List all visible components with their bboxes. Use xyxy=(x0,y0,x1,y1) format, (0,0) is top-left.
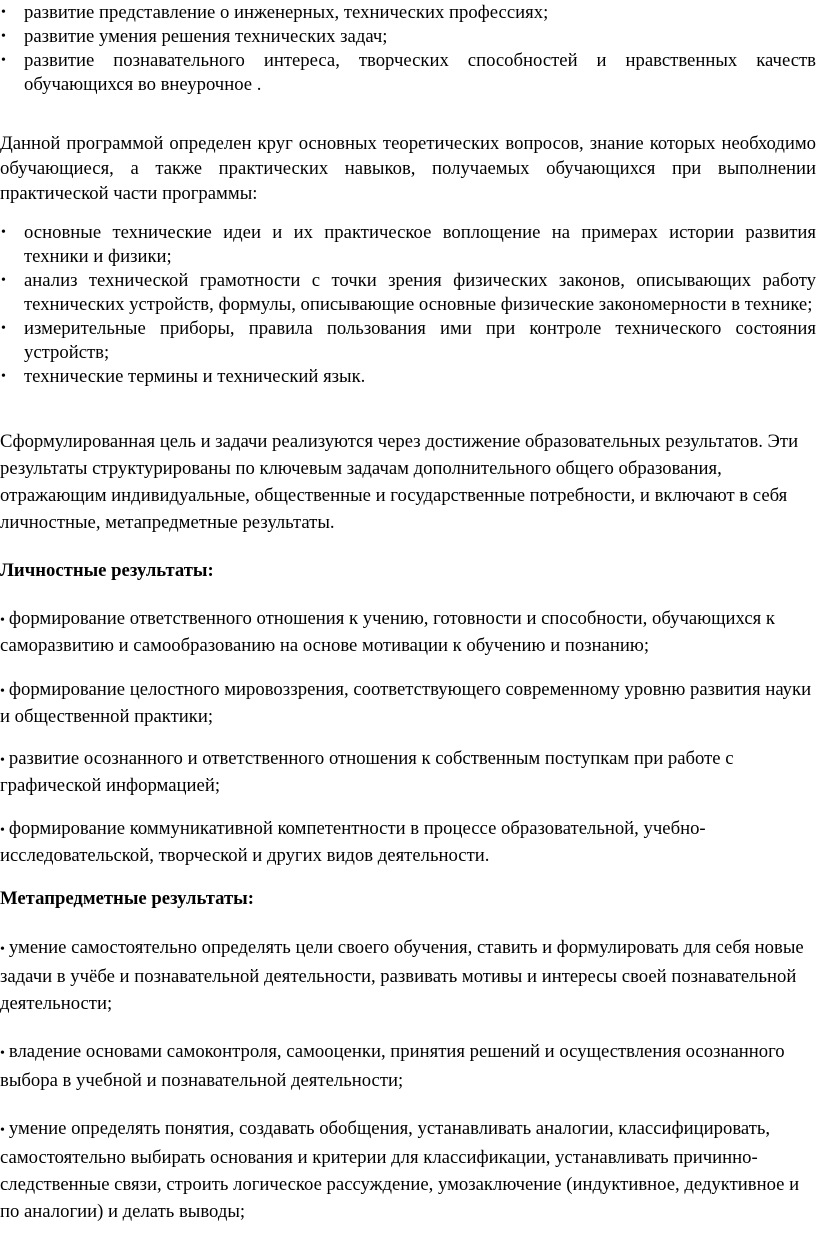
bullet-icon: • xyxy=(1,225,6,240)
results-intro-paragraph: Сформулированная цель и задачи реализуются через достижение образовательных результатов. Эти результаты структурированы по ключевым задачам дополнительного общего образования, отражающим индивидуальные, общественные и государственные потребности, и включают в себя личностные, метапредметные результаты. xyxy=(0,431,799,533)
meta-results-item: • умение определять понятия, создавать обобщения, устанавливать аналогии, классифицировать, самостоятельно выбирать основания и критерии для классификации, устанавливать причинно-следственные связи, строить логическое рассуждение, умозаключение (индуктивное, дедуктивное и по аналогии) и делать выводы; xyxy=(0,1118,800,1222)
bullet-icon: • xyxy=(0,753,5,768)
meta-results-item: • умение самостоятельно определять цели своего обучения, ставить и формулировать для себя новые задачи в учёбе и познавательной деятельности, развивать мотивы и интересы своей познавательной деятельности; xyxy=(0,937,804,1014)
program-list xyxy=(0,221,816,389)
bullet-icon: • xyxy=(0,1123,5,1138)
bullet-icon: • xyxy=(0,1046,5,1061)
bullet-icon: • xyxy=(0,613,5,628)
list-item: • анализ технической грамотности с точки зрения физических законов, описывающих работу технических устройств, формулы, описывающие основные физические закономерности в технике; xyxy=(1,270,816,315)
bullet-icon: • xyxy=(0,942,5,957)
list-item: • развитие умения решения технических задач; xyxy=(1,26,388,47)
program-intro-paragraph: Данной программой определен круг основных теоретических вопросов, знание которых необходимо обучающиеся, а также практических навыков, получаемых обучающихся при выполнении практической части программы: xyxy=(0,133,816,204)
personal-results-item: • формирование целостного мировоззрения, соответствующего современному уровню развития науки и общественной практики; xyxy=(0,679,812,727)
personal-results-heading: Личностные результаты: xyxy=(0,560,214,581)
personal-results-item: • развитие осознанного и ответственного отношения к собственным поступкам при работе с графической информацией; xyxy=(0,748,734,796)
meta-results-heading: Метапредметные результаты: xyxy=(0,888,254,909)
personal-results-item: • формирование коммуникативной компетентности в процессе образовательной, учебно-исследовательской, творческой и других видов деятельности. xyxy=(0,818,706,866)
meta-results-item: • владение основами самоконтроля, самооценки, принятия решений и осуществления осознанного выбора в учебной и познавательной деятельности; xyxy=(0,1041,785,1091)
goals-list xyxy=(0,1,816,97)
bullet-icon: • xyxy=(1,273,6,288)
bullet-icon: • xyxy=(0,823,5,838)
list-item: • технические термины и технический язык. xyxy=(1,366,366,387)
bullet-icon: • xyxy=(1,321,6,336)
list-item: • основные технические идеи и их практическое воплощение на примерах истории развития техники и физики; xyxy=(1,222,816,267)
bullet-icon: • xyxy=(1,369,6,384)
bullet-icon: • xyxy=(0,684,5,699)
list-item: • развитие представление о инженерных, технических профессиях; xyxy=(1,2,549,23)
bullet-icon: • xyxy=(1,5,6,20)
list-item: • измерительные приборы, правила пользования ими при контроле технического состояния устройств; xyxy=(1,318,816,363)
personal-results-item: • формирование ответственного отношения к учению, готовности и способности, обучающихся к саморазвитию и самообразованию на основе мотивации к обучению и познанию; xyxy=(0,608,775,656)
bullet-icon: • xyxy=(1,53,6,68)
list-item: • развитие познавательного интереса, творческих способностей и нравственных качеств обучающихся во внеурочное . xyxy=(1,50,816,95)
bullet-icon: • xyxy=(1,29,6,44)
